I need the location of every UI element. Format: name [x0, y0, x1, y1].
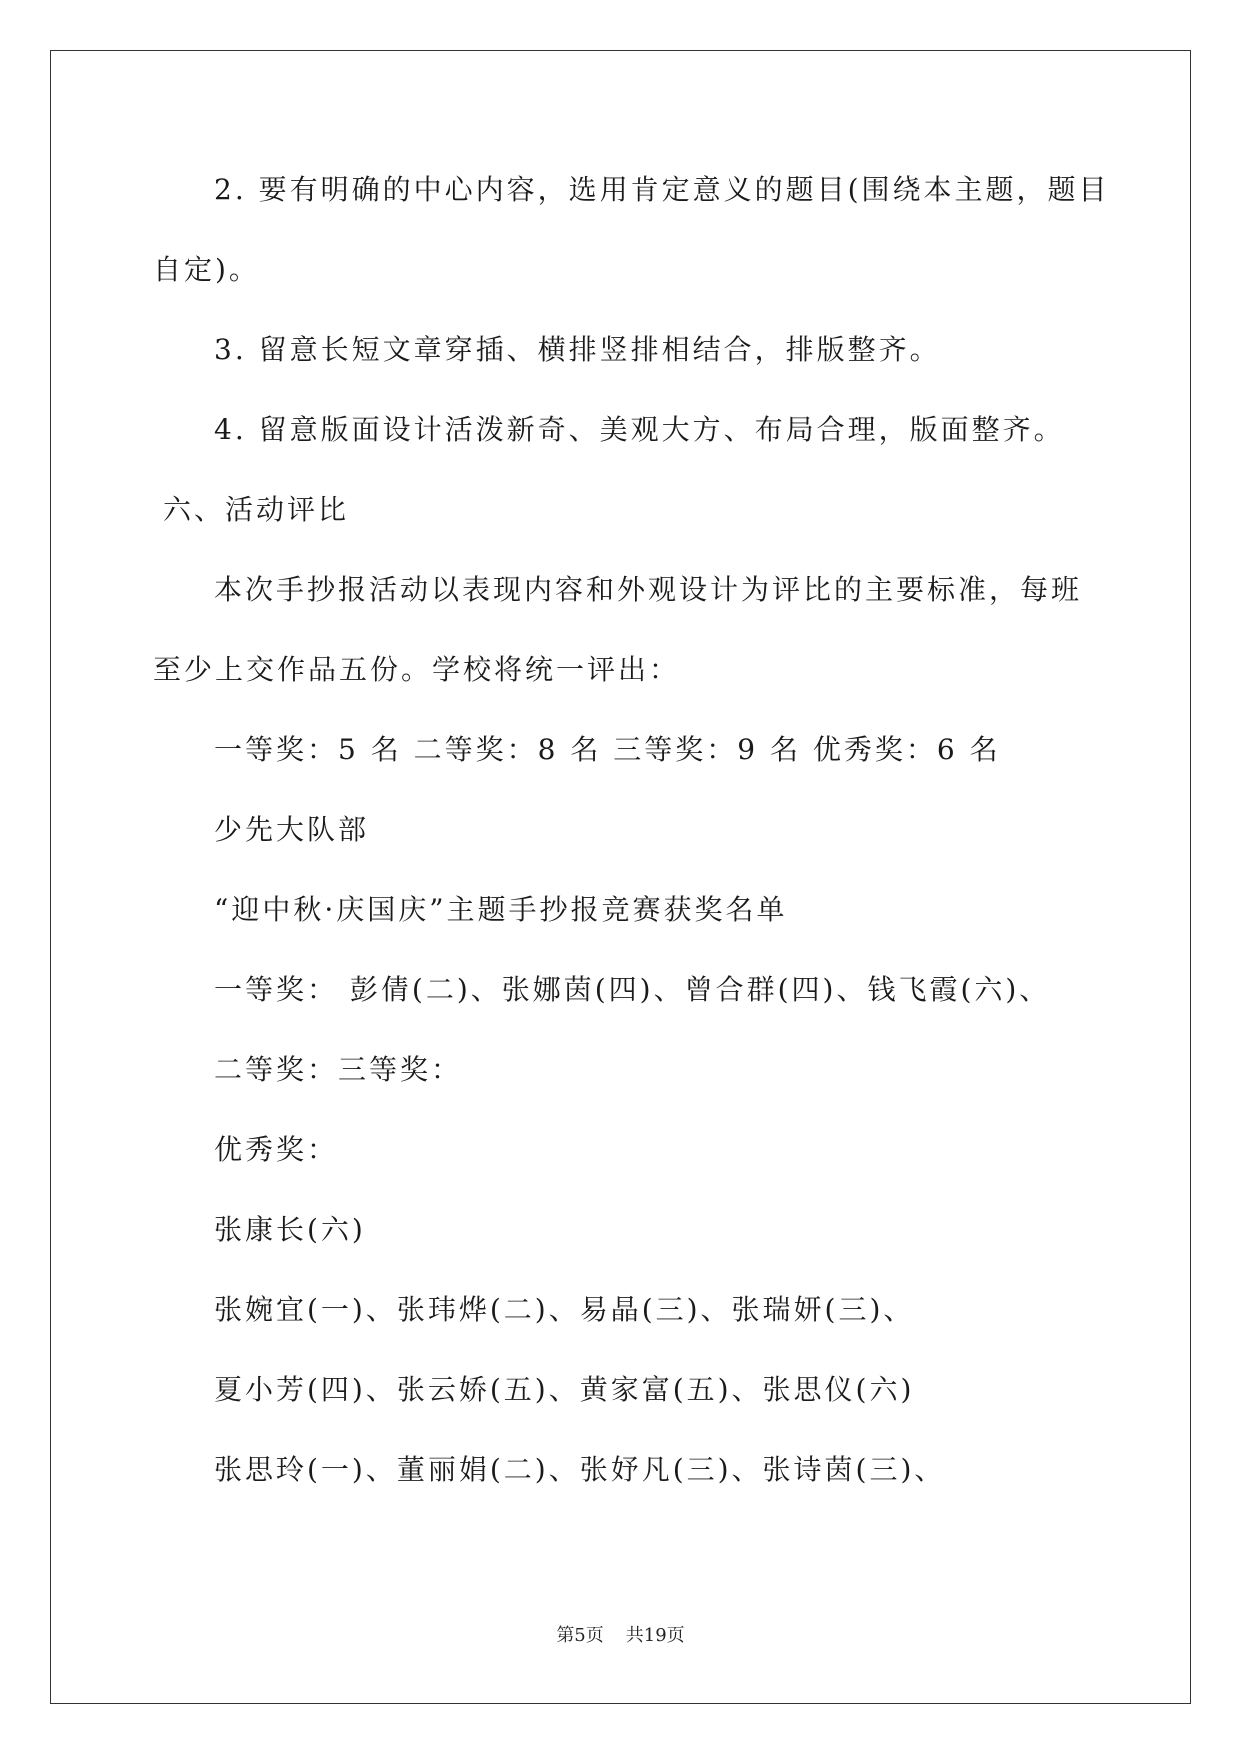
- paragraph-line-requirement-3: 3. 留意长短文章穿插、横排竖排相结合，排版整齐。: [214, 333, 941, 366]
- second-third-prize-labels: 二等奖：三等奖：: [214, 1053, 463, 1086]
- first-prize-winners: 一等奖： 彭倩(二)、张娜茵(四)、曾合群(四)、钱飞霞(六)、: [214, 973, 1051, 1006]
- winner-line-2: 张婉宜(一)、张玮烨(二)、易晶(三)、张瑞妍(三)、: [214, 1293, 915, 1326]
- paragraph-line-evaluation: 本次手抄报活动以表现内容和外观设计为评比的主要标准，每班: [214, 573, 1083, 606]
- award-counts-line: 一等奖：5 名 二等奖：8 名 三等奖：9 名 优秀奖：6 名: [214, 733, 1001, 766]
- winner-line-4: 张思玲(一)、董丽娟(二)、张妤凡(三)、张诗茵(三)、: [214, 1453, 946, 1486]
- winners-list-title: “迎中秋·庆国庆”主题手抄报竞赛获奖名单: [214, 893, 788, 926]
- excellence-prize-label: 优秀奖：: [214, 1133, 339, 1166]
- section-heading-evaluation: 六、活动评比: [163, 493, 350, 526]
- page-total: 共19页: [625, 1625, 685, 1646]
- paragraph-line-requirement-2-cont: 自定)。: [153, 253, 260, 286]
- paragraph-line-requirement-2: 2. 要有明确的中心内容，选用肯定意义的题目(围绕本主题，题目: [214, 173, 1110, 206]
- page-number: 第5页: [556, 1625, 604, 1646]
- winner-line-1: 张康长(六): [214, 1213, 366, 1246]
- paragraph-line-evaluation-cont: 至少上交作品五份。学校将统一评出：: [153, 653, 681, 686]
- page-footer: [0, 1624, 1241, 1648]
- paragraph-line-requirement-4: 4. 留意版面设计活泼新奇、美观大方、布局合理，版面整齐。: [214, 413, 1065, 446]
- winner-line-3: 夏小芳(四)、张云娇(五)、黄家富(五)、张思仪(六): [214, 1373, 915, 1406]
- organizer-signature: 少先大队部: [214, 813, 370, 846]
